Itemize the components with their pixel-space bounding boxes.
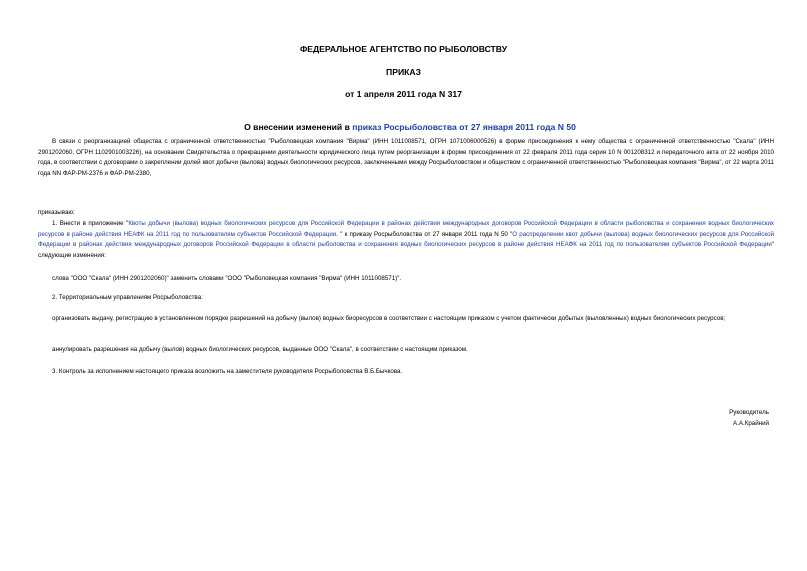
annul-paragraph: аннулировать разрешения на добычу (вылов) водных биологических ресурсов, выданные ООО "Скала", в соответствии с настоящим приказом. [52, 346, 468, 353]
document-type: ПРИКАЗ [386, 67, 421, 77]
replace-words-paragraph: слова "ООО "Скала" (ИНН 2901202060)" заменить словами "ООО "Рыболовецкая компания "Вирма" (ИНН 1011008571)". [52, 275, 402, 282]
item-3-paragraph: 3. Контроль за исполнением настоящего приказа возложить на заместителя руководителя Росрыболовства В.Б.Бычкова. [52, 368, 403, 375]
item-1-prefix: 1. Внести в приложение " [52, 220, 129, 227]
document-title [40, 122, 780, 133]
intro-paragraph: В связи с реорганизацией общества с ограниченной ответственностью "Рыболовецкая компания "Вирма" (ИНН 1011008571, ОГРН 1071006000526) в форме присоединения к нему общества с ограниченной ответственностью "Скала" (ИНН 2901202060, ОГРН 1102901003226), на основании Свидетельства о прекращении деятельности юридического лица путем реорганизации в форме присоединения от 22 февраля 2011 года серия 10 N 001208312 и передаточного акта от 22 ноября 2010 года, в соответствии с договорами о закреплении долей квот добычи (вылова) водных биологических ресурсов, заключенными между Росрыболовством и обществом с ограниченной ответственностью "Рыболовецкая компания "Вирма", от 22 марта 2011 года NN ФАР-РМ-2376 и ФАР-РМ-2380, [38, 138, 774, 177]
signature-name: А.А.Крайний [733, 420, 769, 427]
item-1-appendix-link[interactable]: Квоты добычи (вылова) водных биологических ресурсов для Российской Федерации в районах действия международных договоров Российской Федерации в области рыболовства и сохранения водных биологических ресурсов в районе действия НЕАФК на 2011 год по пользователям субъектов Российской Федерации [38, 220, 774, 238]
title-prefix: О внесении изменений в [244, 122, 353, 132]
item-1-suffix: " следующие изменения: [38, 241, 774, 259]
item-1-order-link[interactable]: О распределении квот добычи (вылова) водных биологических ресурсов для Российской Федерации в районах действия международных договоров Российской Федерации в области рыболовства и сохранения водных биологических ресурсов в районе действия НЕАФК на 2011 год по пользователям субъектов Российской Федерации [38, 230, 774, 249]
title-order-link[interactable]: приказ Росрыболовства от 27 января 2011 года N 50 [352, 122, 576, 132]
prikazyvayu-label: приказываю: [38, 209, 75, 216]
signature-role: Руководитель [729, 409, 769, 416]
item-1-middle: . " к приказу Росрыболовства от 27 января 2011 года N 50 " [336, 230, 513, 238]
organize-paragraph: организовать выдачу, регистрацию в установленном порядке разрешений на добычу (вылов) водных биоресурсов в соответствии с настоящим приказом с учетом фактически добытых (выловленных) водных биологических ресурсов; [52, 315, 726, 322]
document-date-number: от 1 апреля 2011 года N 317 [345, 89, 462, 99]
agency-name: ФЕДЕРАЛЬНОЕ АГЕНТСТВО ПО РЫБОЛОВСТВУ [299, 44, 508, 54]
item-2-paragraph: 2. Территориальным управлениям Росрыболовства: [52, 294, 203, 301]
item-1-paragraph [38, 219, 774, 261]
